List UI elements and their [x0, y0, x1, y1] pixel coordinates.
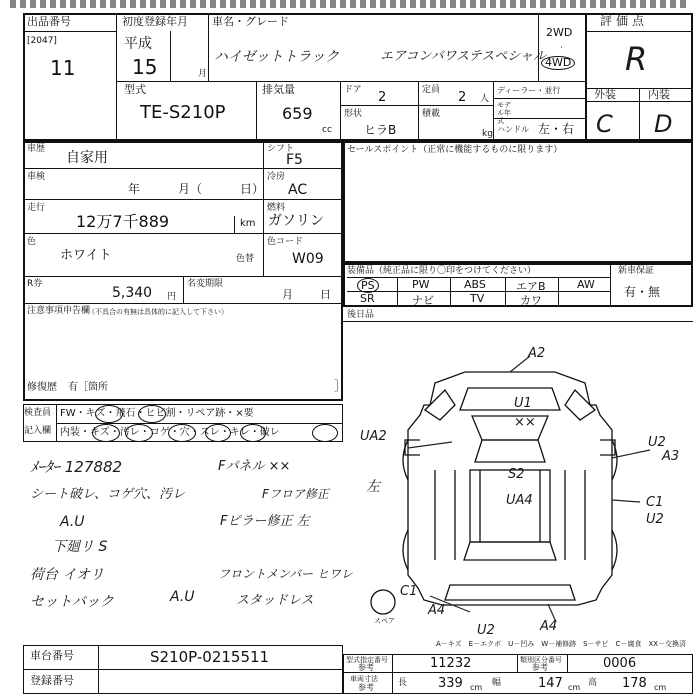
- recycle-unit: 円: [167, 292, 177, 302]
- note-left-1: 左: [366, 479, 380, 495]
- exterior-label: 外装: [594, 88, 616, 101]
- equipment-aw: AW: [577, 278, 595, 291]
- capacity-unit: 人: [480, 94, 490, 104]
- model-value: TE-S210P: [140, 102, 226, 123]
- new-car-warranty-label: 新車保証: [618, 266, 655, 276]
- repair-history-value: 有［箇所: [68, 382, 108, 393]
- car-grade: エアコンパワステスペシャル: [380, 49, 547, 64]
- class-number-label: 類別区分番号: [520, 656, 562, 664]
- damage-mark-xx: ××: [514, 415, 536, 430]
- damage-mark-ua2: UA2: [360, 429, 387, 444]
- lot-sub: [2047]: [27, 36, 57, 46]
- steering-label: ハンドル: [497, 125, 529, 134]
- model-label: 型式: [124, 83, 146, 96]
- load-unit: kg: [482, 129, 493, 139]
- repair-history-label: 修復歴: [27, 382, 57, 393]
- spare-label: スペア: [374, 617, 395, 625]
- name-change-label: 名変期限: [187, 279, 224, 289]
- car-label: 車名・グレード: [212, 15, 289, 28]
- displacement-unit: cc: [322, 125, 332, 135]
- displacement-label: 排気量: [262, 83, 295, 96]
- body-shape-label: 形状: [344, 109, 363, 119]
- color-repaint: 色替: [236, 254, 255, 264]
- damage-legend: A－キズ E－エクボ U－凹み W－補修跡 S－サビ C－腐食 XX－交換済: [436, 640, 687, 648]
- usage-value: 自家用: [66, 150, 108, 166]
- name-change-day: 日: [320, 288, 331, 301]
- name-change-month: 月: [282, 288, 293, 301]
- drive-2wd: 2WD: [546, 26, 573, 39]
- color-value: ホワイト: [60, 248, 112, 263]
- color-code-label: 色コード: [267, 237, 304, 247]
- equipment-leather: カワ: [520, 294, 542, 307]
- dims-height-label: 高: [588, 678, 598, 688]
- dims-width-label: 幅: [492, 678, 502, 688]
- equipment-ps: PS: [357, 278, 379, 293]
- note-studless: スタッドレス: [236, 593, 314, 608]
- equipment-label: 装備品（純正品に限り〇印をつけてください）: [347, 266, 537, 276]
- damage-mark-u2-right: U2: [648, 435, 666, 450]
- equipment-navi: ナビ: [412, 294, 434, 307]
- dims-width: 147: [538, 676, 563, 691]
- shift-value: F5: [286, 152, 303, 168]
- inspection-label: 車検: [27, 172, 46, 182]
- score-label: 評価点: [600, 14, 649, 28]
- displacement-value: 659: [282, 104, 313, 123]
- damage-mark-a2-top: A2: [528, 346, 546, 361]
- drive-4wd: 4WD: [541, 56, 575, 70]
- note-meter: ﾒｰﾀｰ 127882: [30, 458, 123, 476]
- model-year-label: モデル年式: [497, 101, 511, 125]
- score-value: R: [625, 40, 648, 78]
- damage-mark-u2-lower: U2: [646, 512, 664, 527]
- type-designation-label: 型式指定番号: [346, 656, 388, 664]
- type-designation-value: 11232: [430, 656, 472, 671]
- usage-label: 車歴: [27, 144, 46, 154]
- equipment-pw: PW: [412, 278, 430, 291]
- inspector-row-1: FW・キズ・飛石・ヒビ割・リペア跡・×要: [60, 408, 254, 419]
- damage-mark-a3: A3: [662, 449, 680, 464]
- chassis-value: S210P-0215511: [150, 648, 270, 666]
- damage-mark-a4-bottom: A4: [540, 619, 558, 634]
- note-front-panel: Fパネル ××: [218, 459, 291, 474]
- ac-label: 冷房: [267, 172, 286, 182]
- accessories-label: 後日品: [347, 310, 375, 320]
- note-setback: セットバック: [30, 594, 114, 610]
- note-front-floor: Fフロア修正: [262, 487, 329, 501]
- inspector-label-2: 記入欄: [24, 426, 52, 436]
- mileage-unit: km: [240, 218, 256, 229]
- note-front-pillar: Fピラー修正 左: [220, 514, 310, 529]
- damage-mark-c1-right: C1: [646, 495, 664, 510]
- drive-dot: ·: [560, 43, 563, 53]
- equipment-tv: TV: [470, 292, 485, 305]
- chassis-label: 車台番号: [30, 649, 74, 662]
- equipment-airbag: エアB: [516, 280, 546, 293]
- dims-height: 178: [622, 676, 647, 691]
- new-car-warranty-value: 有・無: [624, 285, 661, 299]
- mileage-label: 走行: [27, 203, 46, 213]
- damage-mark-ua4: UA4: [506, 493, 533, 508]
- capacity-value: 2: [458, 90, 467, 105]
- dims-length: 339: [438, 676, 463, 691]
- note-underbody: 下廻リ S: [52, 539, 108, 555]
- type-designation-sub: 参考: [358, 663, 374, 672]
- dims-height-unit: cm: [654, 683, 667, 692]
- first-reg-month-unit: 月: [198, 69, 208, 79]
- doors-label: ドア: [344, 85, 362, 95]
- class-number-value: 0006: [603, 656, 637, 671]
- steering-value: 左・右: [538, 122, 575, 136]
- mileage-value: 12万7千889: [76, 212, 170, 231]
- car-name: ハイゼットトラック: [214, 49, 340, 65]
- note-au-2: A.U: [170, 589, 195, 605]
- load-label: 積載: [422, 109, 441, 119]
- damage-mark-c1-left: C1: [400, 584, 418, 599]
- note-au-1: A.U: [60, 514, 85, 530]
- damage-mark-a4-left: A4: [428, 603, 446, 618]
- dims-sub: 参考: [358, 683, 374, 692]
- notes-hint: （不具合の有無は具体的に記入して下さい）: [88, 308, 228, 316]
- inspector-row-2: 内装・キズ・汚レ・コゲ・穴・スレ・キレ・破レ: [60, 427, 280, 438]
- sales-point-label: セールスポイント（正常に機能するものに限ります）: [347, 145, 563, 155]
- notes-label: 注意事項申告欄: [27, 306, 91, 316]
- lot-label: 出品番号: [27, 15, 71, 28]
- equipment-abs: ABS: [464, 278, 486, 291]
- repair-history-close: ］: [334, 379, 347, 393]
- doors-value: 2: [378, 90, 387, 105]
- ac-value: AC: [288, 182, 308, 198]
- fuel-label: 燃料: [267, 203, 286, 213]
- inspection-year: 年: [128, 182, 141, 196]
- color-label: 色: [27, 237, 37, 247]
- class-number-sub: 参考: [532, 663, 548, 672]
- color-code-value: W09: [292, 251, 324, 267]
- recycle-label: R券: [27, 279, 43, 289]
- damage-mark-u1: U1: [514, 396, 532, 411]
- fuel-value: ガソリン: [268, 213, 324, 229]
- body-shape-value: ヒラB: [364, 123, 397, 137]
- damage-mark-u2-bottom: U2: [477, 623, 495, 638]
- dims-length-label: 長: [398, 678, 408, 688]
- interior-value: D: [654, 110, 673, 138]
- shift-label: シフト: [267, 144, 295, 154]
- inspection-day: 日）: [240, 182, 265, 196]
- equipment-sr: SR: [360, 292, 375, 305]
- first-reg-era: 平成: [124, 36, 152, 52]
- inspection-month: 月（: [178, 182, 203, 196]
- capacity-label: 定員: [422, 85, 441, 95]
- lot-number: 11: [50, 56, 76, 80]
- first-reg-label: 初度登録年月: [122, 15, 188, 28]
- dims-length-unit: cm: [470, 683, 483, 692]
- interior-label: 内装: [648, 88, 670, 101]
- first-reg-year: 15: [132, 55, 158, 79]
- inspector-label-1: 検査員: [24, 408, 52, 418]
- damage-mark-s2: S2: [508, 467, 525, 482]
- note-bed: 荷台 イオリ: [30, 567, 105, 583]
- note-seat: シート破レ、コゲ穴、汚レ: [30, 487, 185, 502]
- dims-label: 車両寸法: [350, 675, 378, 683]
- exterior-value: C: [596, 110, 613, 138]
- reg-no-label: 登録番号: [30, 674, 74, 687]
- dims-width-unit: cm: [568, 683, 581, 692]
- dealer-label: ディーラー・並行: [497, 86, 561, 95]
- note-front-member: フロントメンバー ヒワレ: [218, 567, 353, 581]
- recycle-value: 5,340: [112, 285, 153, 301]
